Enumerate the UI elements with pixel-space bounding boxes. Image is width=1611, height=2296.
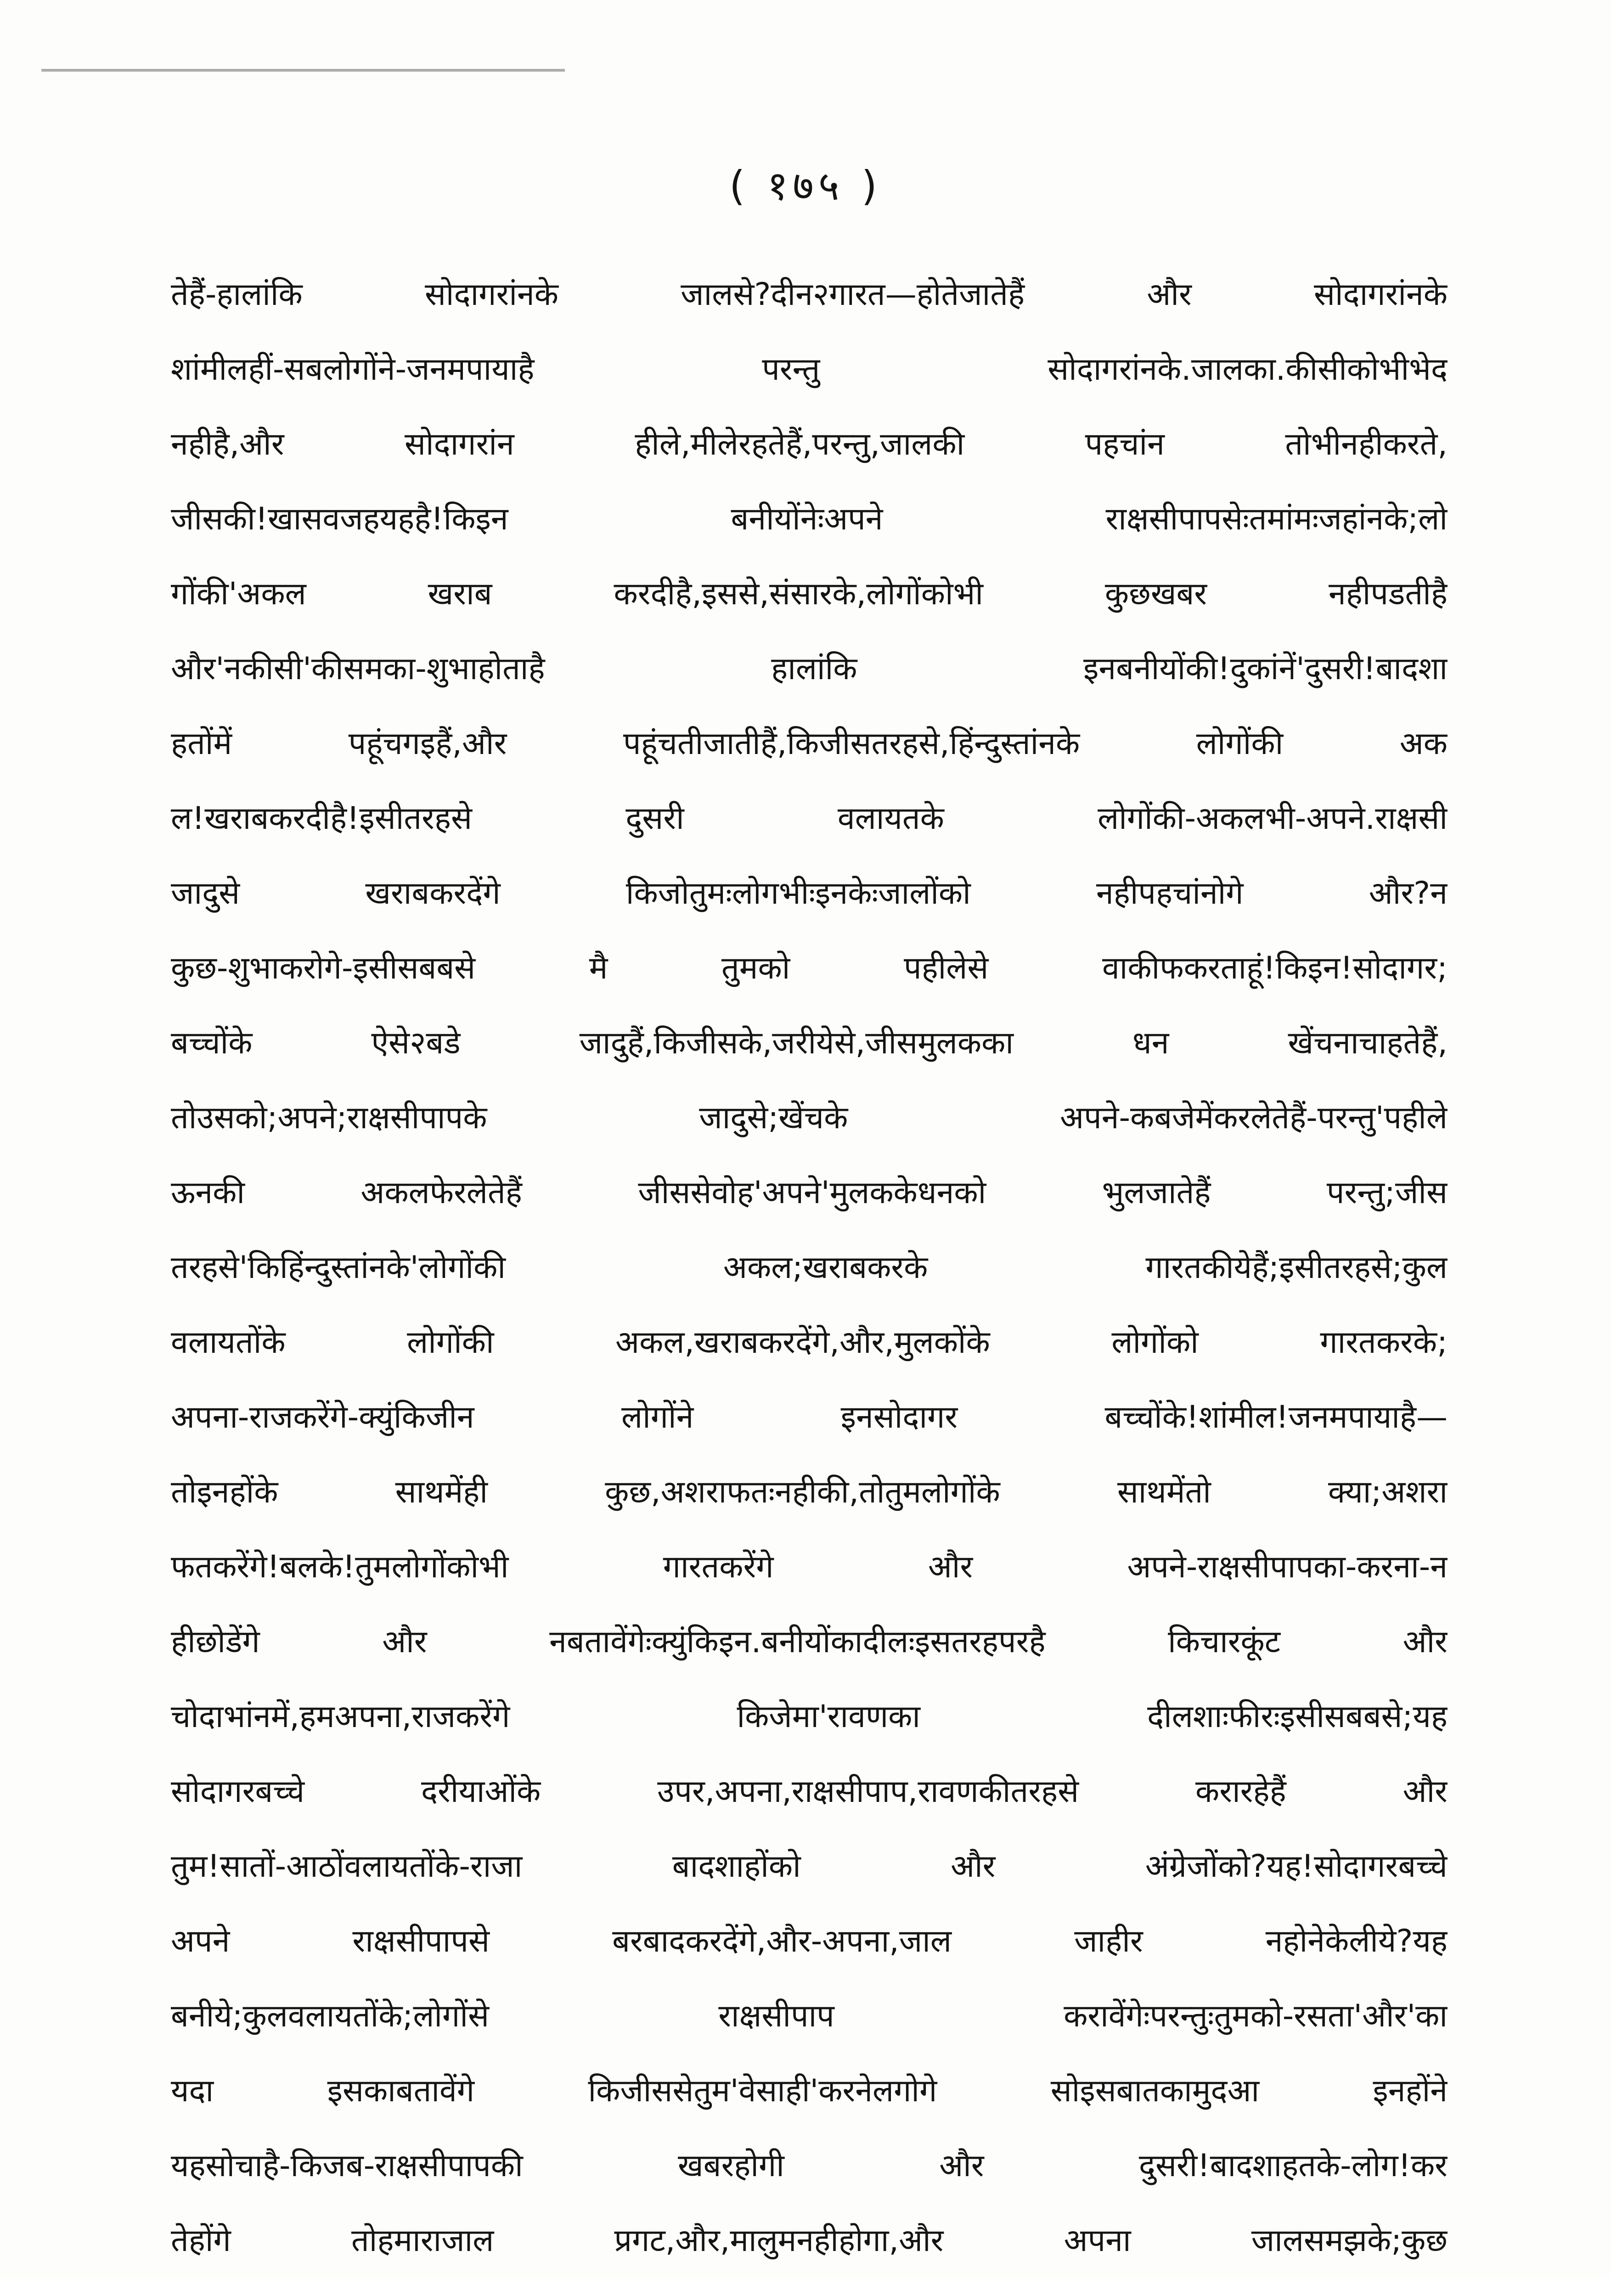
text-line: जादुसे खराबकरदेंगे किजोतुमःलोगभीःइनकेःजालोंको नहीपहचांनोगे और?न (171, 875, 1448, 912)
text-line: बनीये;कुलवलायतोंके;लोगोंसे राक्षसीपाप करावेंगेःपरन्तुःतुमको-रसता'और'का (171, 1998, 1448, 2034)
top-rule-mark (41, 69, 565, 72)
text-line: तरहसे'किहिंन्दुस्तांनके'लोगोंकी अकल;खराबकरके गारतकीयेहैं;इसीतरहसे;कुल (171, 1249, 1448, 1286)
body-text (171, 257, 1448, 2296)
text-line: सोदागरबच्चे दरीयाओंके उपर,अपना,राक्षसीपाप,रावणकीतरहसे करारहेहैं और (171, 1773, 1448, 1810)
text-line: जीसकी!खासवजहयहहै!किइन बनीयोंनेःअपने राक्षसीपापसेःतमांमःजहांनके;लो (171, 501, 1448, 537)
text-line: बच्चोंके ऐसे२बडे जादुहैं,किजीसके,जरीयेसे,जीसमुलकका धन खेंचनाचाहतेहैं, (171, 1025, 1448, 1061)
text-line: अपने राक्षसीपापसे बरबादकरदेंगे,और-अपना,जाल जाहीर नहोनेकेलीये?यह (171, 1923, 1448, 1959)
text-line: और'नकीसी'कीसमका-शुभाहोताहै हालांकि इनबनीयोंकी!दुकांनें'दुसरी!बादशा (171, 651, 1448, 687)
text-line: तुम!सातों-आठोंवलायतोंके-राजा बादशाहोंको और अंग्रेजोंको?यह!सोदागरबच्चे (171, 1848, 1448, 1885)
text-line: ऊनकी अकलफेरलेतेहैं जीससेवोह'अपने'मुलककेधनको भुलजातेहैं परन्तु;जीस (171, 1175, 1448, 1211)
text-line: गोंकी'अकल खराब करदीहै,इससे,संसारके,लोगोंकोभी कुछखबर नहीपडतीहै (171, 576, 1448, 612)
text-line: वलायतोंके लोगोंकी अकल,खराबकरदेंगे,और,मुलकोंके लोगोंको गारतकरके; (171, 1324, 1448, 1361)
page-number: ( १७५ ) (729, 162, 882, 209)
text-line: तोइनहोंके साथमेंही कुछ,अशराफतःनहीकी,तोतुमलोगोंके साथमेंतो क्या;अशरा (171, 1474, 1448, 1510)
text-line: फतकरेंगे!बलके!तुमलोगोंकोभी गारतकरेंगे और अपने-राक्षसीपापका-करना-न (171, 1549, 1448, 1585)
text-line: तोउसको;अपने;राक्षसीपापके जादुसे;खेंचके अपने-कबजेमेंकरलेतेहैं-परन्तु'पहीले (171, 1100, 1448, 1136)
text-line: तेहैं-हालांकि सोदागरांनके जालसे?दीन२गारत—होतेजातेहैं और सोदागरांनके (171, 276, 1448, 313)
text-line: अपना-राजकरेंगे-क्युंकिजीन लोगोंने इनसोदागर बच्चोंके!शांमील!जनमपायाहै— (171, 1399, 1448, 1435)
text-line: शांमीलहीं-सबलोगोंने-जनमपायाहै परन्तु सोदागरांनके.जालका.कीसीकोभीभेद (171, 351, 1448, 388)
text-line: कुछ-शुभाकरोगे-इसीसबबसे मै तुमको पहीलेसे वाकीफकरताहूं!किइन!सोदागर; (171, 950, 1448, 986)
text-line: चोदाभांनमें,हमअपना,राजकरेंगे किजेमा'रावणका दीलशाःफीरःइसीसबबसे;यह (171, 1699, 1448, 1735)
text-line: तेहोंगे तोहमाराजाल प्रगट,और,मालुमनहीहोगा,और अपना जालसमझके;कुछ (171, 2223, 1448, 2259)
text-line: ल!खराबकरदीहै!इसीतरहसे दुसरी वलायतके लोगोंकी-अकलभी-अपने.राक्षसी (171, 800, 1448, 837)
text-line: हीछोडेंगे और नबतावेंगेःक्युंकिइन.बनीयोंकादीलःइसतरहपरहै किचारकूंट और (171, 1624, 1448, 1660)
text-line: नहीहै,और सोदागरांन हीले,मीलेरहतेहैं,परन्तु,जालकी पहचांन तोभीनहीकरते, (171, 426, 1448, 462)
text-line: हतोंमें पहूंचगइहैं,और पहूंचतीजातीहैं,किजीसतरहसे,हिंन्दुस्तांनके लोगोंकी अक (171, 726, 1448, 762)
text-line: यहसोचाहै-किजब-राक्षसीपापकी खबरहोगी और दुसरी!बादशाहतके-लोग!कर (171, 2148, 1448, 2184)
text-line (171, 2278, 1448, 2296)
text-line: यदा इसकाबतावेंगे किजीससेतुम'वेसाही'करनेलगोगे सोइसबातकामुदआ इनहोंने (171, 2073, 1448, 2109)
